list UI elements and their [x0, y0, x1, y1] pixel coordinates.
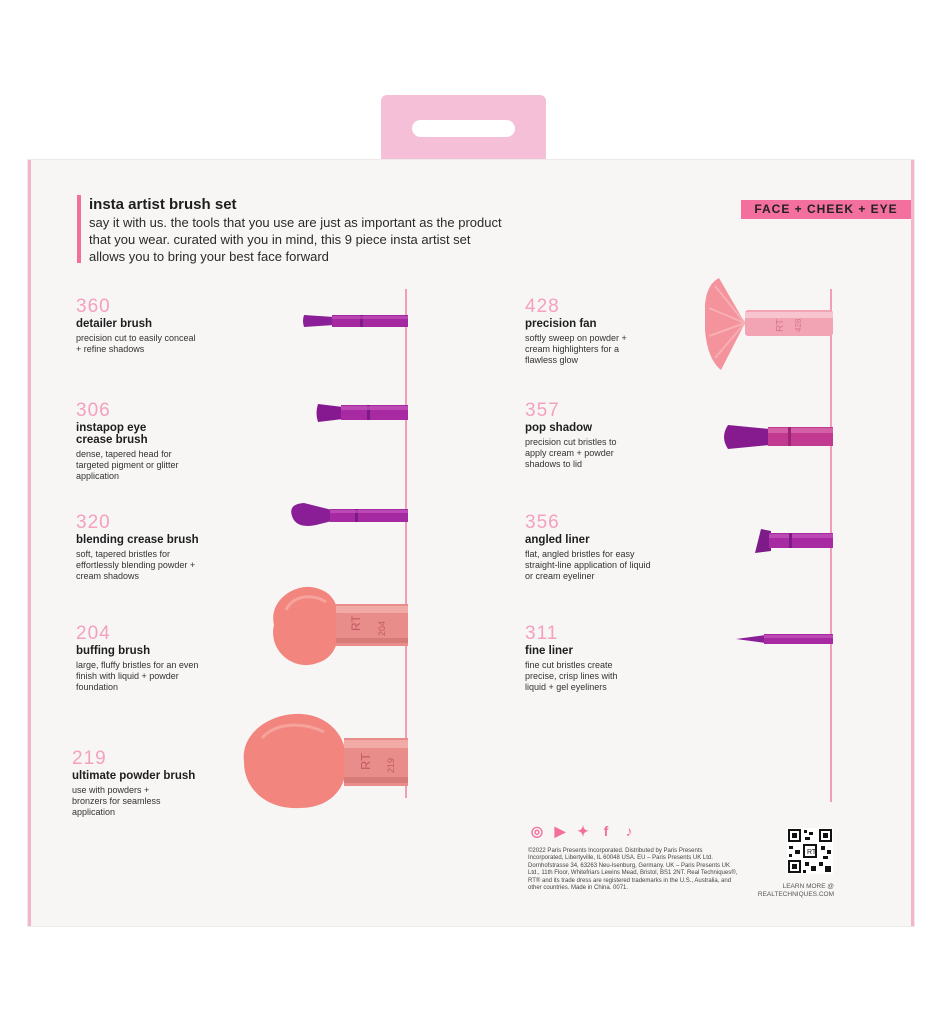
card-edge-right	[911, 160, 914, 926]
social-icons	[528, 823, 638, 839]
buffing-brush-image	[266, 580, 408, 670]
brush-number: 311	[525, 623, 559, 644]
brush-name: buffing brush	[76, 645, 151, 657]
qr-code-icon[interactable]	[787, 828, 833, 874]
brush-item-306	[76, 401, 266, 482]
hanger-hole	[412, 120, 515, 137]
blending-crease-brush-image	[290, 501, 408, 531]
brush-item-360	[76, 297, 266, 355]
brush-name: fine liner	[525, 645, 573, 657]
tiktok-icon[interactable]: ♪	[625, 823, 633, 839]
brush-item-357	[525, 401, 715, 470]
brush-number: 356	[525, 512, 560, 533]
fine-liner-brush-image	[736, 632, 833, 646]
brush-logo: RT	[775, 318, 786, 332]
brush-item-356	[525, 513, 715, 582]
product-title: insta artist brush set	[89, 196, 237, 213]
brush-logo: RT	[349, 615, 363, 631]
brush-number-label: 219	[386, 757, 396, 773]
facebook-icon[interactable]: f	[603, 823, 609, 839]
brush-number: 428	[525, 296, 560, 317]
brush-description: large, fluffy bristles for an even finish with liquid + powder foundation	[76, 660, 199, 692]
instagram-icon[interactable]: ◎	[530, 823, 544, 839]
brush-description: dense, tapered head for targeted pigment or glitter application	[76, 449, 179, 481]
brush-number: 204	[76, 623, 111, 644]
brush-number: 320	[76, 512, 111, 533]
qr-logo: RT	[807, 849, 817, 856]
brush-name: instapop eye crease brush	[76, 422, 148, 446]
legal-text: ©2022 Paris Presents Incorporated. Distributed by Paris Presents Incorporated, Libertyville, IL 60048 USA. EU – Paris Presents UK Ltd. Dornhofstrasse 34, 63263 Neu-Isenburg, Germany. UK – Paris Presents UK Ltd., 11th Floor, Whitefriars Lewins Mead, Bristol, BS1 2NT. Real Techniques®, RT® and its trade dress are registered trademarks in the U.S., Australia, and other countries. Made in China. 0071.	[528, 848, 738, 892]
brush-name: ultimate powder brush	[72, 770, 196, 782]
title-accent-bar	[77, 195, 81, 263]
brush-item-311	[525, 624, 715, 693]
product-intro: say it with us. the tools that you use are just as important as the product that you wear. curated with you in mind, this 9 piece insta artist set allows you to bring your best face forward	[89, 215, 502, 264]
youtube-icon[interactable]: ▶	[554, 823, 566, 839]
learn-more-line1: LEARN MORE @	[782, 883, 834, 890]
twitter-icon[interactable]: ✦	[577, 823, 589, 839]
brush-item-320	[76, 513, 266, 582]
eye-crease-brush-image	[315, 398, 408, 428]
brush-description: precision cut bristles to apply cream + powder shadows to lid	[525, 437, 617, 469]
brush-item-219	[72, 749, 262, 818]
brush-name: precision fan	[525, 318, 597, 330]
card-edge-left	[28, 160, 31, 926]
brush-number: 357	[525, 400, 560, 421]
brush-description: soft, tapered bristles for effortlessly blending powder + cream shadows	[76, 549, 196, 581]
brush-description: precision cut to easily conceal + refine shadows	[76, 333, 196, 354]
brush-number-label: 428	[794, 318, 803, 332]
pop-shadow-brush-image	[722, 421, 833, 453]
brush-item-428	[525, 297, 715, 366]
brush-name: pop shadow	[525, 422, 593, 434]
face-cheek-eye-badge: FACE + CHEEK + EYE	[741, 200, 911, 219]
brush-logo: RT	[358, 752, 373, 770]
brush-description: fine cut bristles create precise, crisp lines with liquid + gel eyeliners	[525, 660, 618, 692]
learn-more-url: REALTECHNIQUES.COM	[757, 891, 834, 898]
brush-description: flat, angled bristles for easy straight-line application of liquid or cream eyeliner	[525, 549, 651, 581]
brush-item-204	[76, 624, 266, 693]
angled-liner-brush-image	[753, 527, 833, 555]
brush-number: 306	[76, 400, 111, 421]
brush-name: blending crease brush	[76, 534, 199, 546]
precision-fan-brush-image	[705, 274, 833, 372]
brush-number-label: 204	[377, 620, 387, 636]
brush-number: 360	[76, 296, 111, 317]
brush-name: angled liner	[525, 534, 590, 546]
brush-description: use with powders + bronzers for seamless application	[72, 785, 161, 817]
brush-name: detailer brush	[76, 318, 153, 330]
brush-number: 219	[72, 748, 107, 769]
ultimate-powder-brush-image	[240, 710, 408, 812]
detailer-brush-image	[300, 306, 408, 336]
learn-more-text[interactable]	[746, 883, 834, 899]
brush-description: softly sweep on powder + cream highlighters for a flawless glow	[525, 333, 627, 365]
